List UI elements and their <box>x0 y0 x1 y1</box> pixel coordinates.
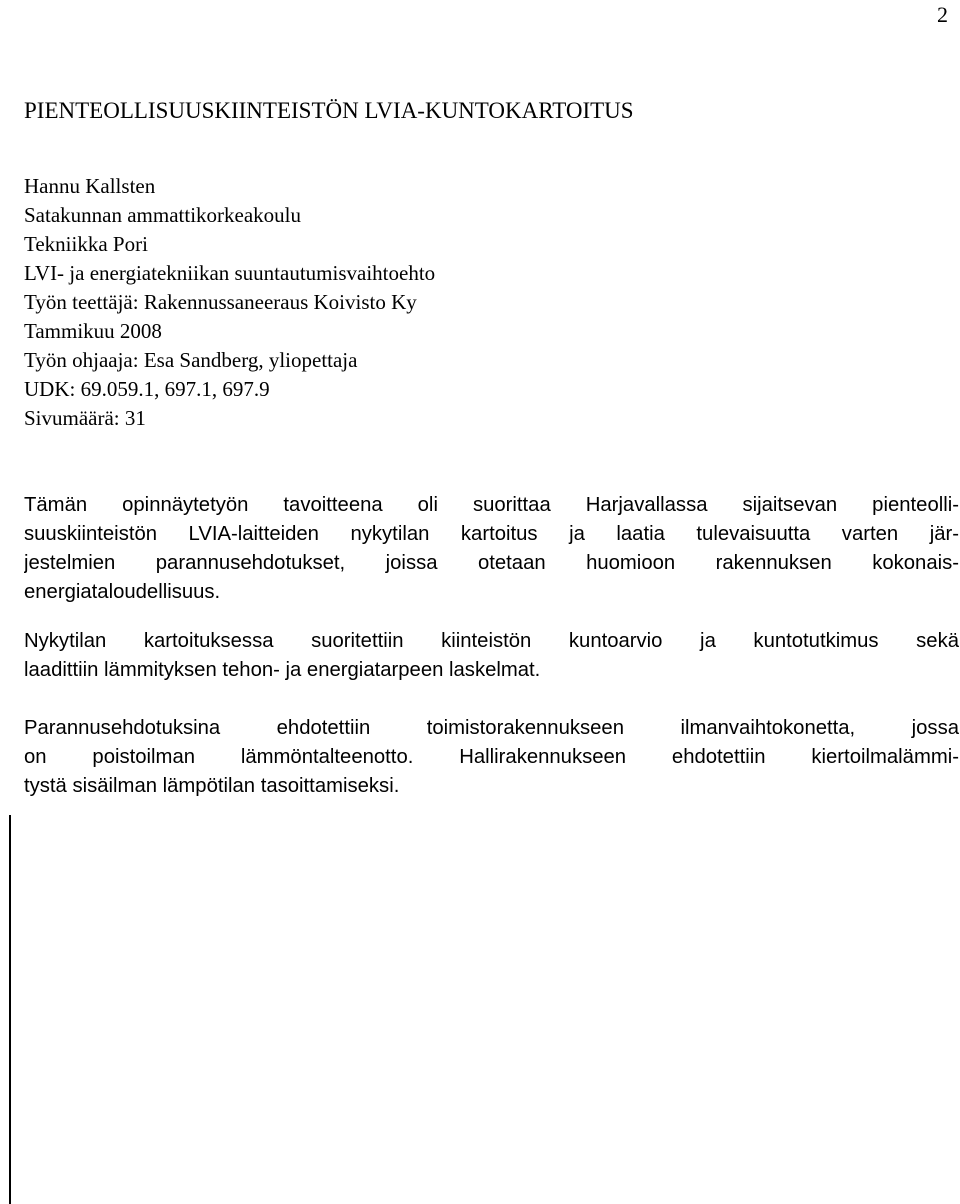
paragraph-line: Nykytilan kartoituksessa suoritettiin kiinteistön kuntoarvio ja kuntotutkimus sekä <box>24 630 959 652</box>
abstract <box>24 491 959 801</box>
margin-rule <box>9 815 11 1204</box>
paragraph-line: jestelmien parannusehdotukset, joissa otetaan huomioon rakennuksen kokonais- <box>24 552 959 574</box>
publication-date: Tammikuu 2008 <box>24 319 162 343</box>
document-title: PIENTEOLLISUUSKIINTEISTÖN LVIA-KUNTOKARTOITUS <box>24 98 634 123</box>
paragraph-line: energiataloudellisuus. <box>24 581 221 603</box>
department-name: Tekniikka Pori <box>24 232 148 256</box>
paragraph-line: suuskiinteistön LVIA-laitteiden nykytilan kartoitus ja laatia tulevaisuutta varten jär- <box>24 523 959 545</box>
institution-name: Satakunnan ammattikorkeakoulu <box>24 203 302 227</box>
paragraph-line: tystä sisäilman lämpötilan tasoittamiseksi. <box>24 775 400 797</box>
paragraph-line: laadittiin lämmityksen tehon- ja energiatarpeen laskelmat. <box>24 659 541 681</box>
abstract-paragraph-goal <box>24 491 959 607</box>
udk-classification: UDK: 69.059.1, 697.1, 697.9 <box>24 377 270 401</box>
commissioner: Työn teettäjä: Rakennussaneeraus Koivisto Ky <box>24 290 417 314</box>
paragraph-line: on poistoilman lämmöntalteenotto. Hallirakennukseen ehdotettiin kiertoilmalämmi- <box>24 746 959 768</box>
degree-programme: LVI- ja energiatekniikan suuntautumisvaihtoehto <box>24 261 436 285</box>
abstract-paragraph-proposals <box>24 714 959 801</box>
abstract-paragraph-survey <box>24 627 959 685</box>
author-name: Hannu Kallsten <box>24 174 156 198</box>
supervisor: Työn ohjaaja: Esa Sandberg, yliopettaja <box>24 348 358 372</box>
paragraph-line: Parannusehdotuksina ehdotettiin toimistorakennukseen ilmanvaihtokonetta, jossa <box>24 717 959 739</box>
document-metadata <box>24 172 435 433</box>
page-count: Sivumäärä: 31 <box>24 406 146 430</box>
page-number: 2 <box>937 2 948 27</box>
paragraph-line: Tämän opinnäytetyön tavoitteena oli suorittaa Harjavallassa sijaitsevan pienteolli- <box>24 494 959 516</box>
